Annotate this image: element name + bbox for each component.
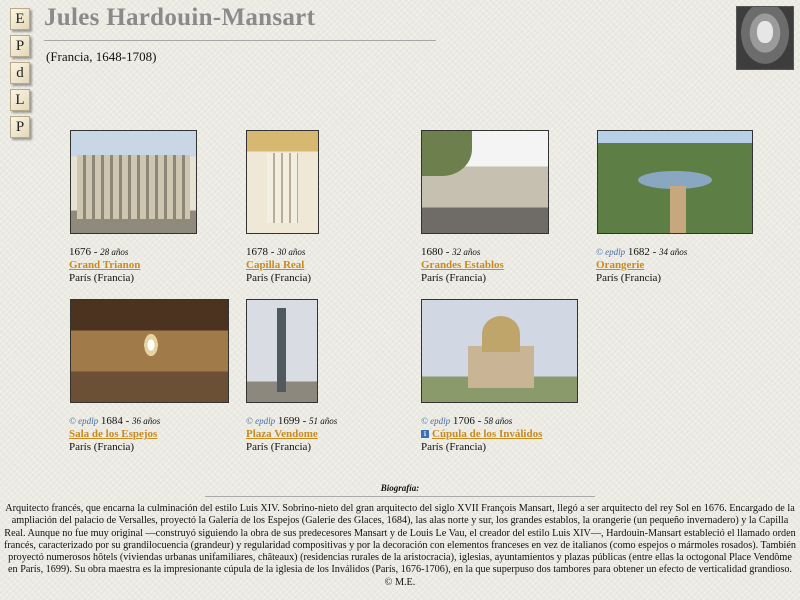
work-year: 1682	[627, 246, 650, 258]
work-caption: © epdlp 1706 - 58 años i Cúpula de los Inválidos París (Francia)	[421, 415, 543, 453]
work-link-grand-trianon[interactable]: Grand Trianon	[69, 259, 141, 271]
work-year: 1699	[277, 415, 300, 427]
work-thumbnail-sala-de-los-espejos[interactable]	[70, 299, 229, 403]
nav-tile-p[interactable]: P	[10, 35, 30, 57]
work-year: 1706	[452, 415, 475, 427]
work-age: 58 años	[484, 416, 513, 426]
biography-text: Arquitecto francés, que encarna la culminación del estilo Luis XIV. Sobrino-nieto del gran arquitecto del siglo XVII François Mansart, llegó a ser arquitecto del rey Sol en 1676. Encargado de la ampliación del palacio de Versalles, proyectó la Galería de los Espejos (Galerie des Glaces, 1684), las alas norte y sur, los grandes establos, la orangerie (un pequeño invernadero) y la Capilla Real. Aunque no fue muy original —construyó siguiendo la obra de sus predecesores Mansart y de Louis Le Vau, el creador del estilo Luis XIV—, Hardouin-Mansart estableció el llamado orden francés, caracterizado por su grandilocuencia (grandeur) y regularidad compositivas y por la decoración con elementos franceses en vez de italianos (como espejos o mármoles rosados). También proyectó numerosos hôtels (viviendas urbanas unifamiliares, châteaux) (residencias rurales de la aristocracia), iglesias, ayuntamientos y plazas públicas (entre ellas la octogonal Place Vendôme en París, 1699). Su obra maestra es la impresionante cúpula de la iglesia de los Inválidos (París, 1676-1706), en la que superpuso dos tambores para obtener un efecto de verticalidad grandioso. © M.E.	[4, 503, 796, 588]
work-caption: 1680 - 32 años Grandes Establos París (Francia)	[421, 246, 504, 284]
copyright-label: © epdlp	[246, 416, 276, 426]
work-link-capilla-real[interactable]: Capilla Real	[246, 259, 305, 271]
work-thumbnail-grandes-establos[interactable]	[421, 130, 549, 234]
work-thumbnail-plaza-vendome[interactable]	[246, 299, 318, 403]
info-icon[interactable]: i	[421, 430, 429, 438]
work-age: 30 años	[277, 247, 306, 257]
work-place: París (Francia)	[421, 272, 487, 284]
work-link-orangerie[interactable]: Orangerie	[596, 259, 645, 271]
biography-divider	[205, 496, 595, 497]
nav-tile-l[interactable]: L	[10, 89, 30, 111]
work-year: 1680	[421, 246, 443, 258]
work-thumbnail-orangerie[interactable]	[597, 130, 753, 234]
work-link-label: Cúpula de los Inválidos	[432, 428, 543, 440]
nav-tile-d[interactable]: d	[10, 62, 30, 84]
work-age: 32 años	[452, 247, 481, 257]
work-place: París (Francia)	[596, 272, 662, 284]
copyright-label: © epdlp	[69, 416, 99, 426]
copyright-label: © epdlp	[596, 247, 626, 257]
copyright-label: © epdlp	[421, 416, 451, 426]
work-age: 51 años	[309, 416, 338, 426]
work-place: París (Francia)	[69, 441, 135, 453]
work-age: 28 años	[100, 247, 129, 257]
work-caption: © epdlp 1682 - 34 años Orangerie París (Francia)	[596, 246, 688, 284]
work-caption: © epdlp 1699 - 51 años Plaza Vendome París (Francia)	[246, 415, 338, 453]
work-link-plaza-vendome[interactable]: Plaza Vendome	[246, 428, 318, 440]
work-place: París (Francia)	[421, 441, 487, 453]
nav-tile-p2[interactable]: P	[10, 116, 30, 138]
work-age: 36 años	[132, 416, 161, 426]
work-caption: 1676 - 28 años Grand Trianon París (Francia)	[69, 246, 141, 284]
work-thumbnail-grand-trianon[interactable]	[70, 130, 197, 234]
work-link-cupula-de-los-invalidos[interactable]	[421, 428, 542, 440]
work-place: París (Francia)	[246, 441, 312, 453]
work-year: 1684	[100, 415, 123, 427]
work-thumbnail-cupula-de-los-invalidos[interactable]	[421, 299, 578, 403]
work-year: 1678	[246, 246, 268, 258]
biography-heading: Biografía:	[380, 483, 420, 493]
work-caption: © epdlp 1684 - 36 años Sala de los Espejos París (Francia)	[69, 415, 161, 453]
architect-portrait	[736, 6, 794, 70]
work-place: París (Francia)	[246, 272, 312, 284]
page-subtitle: (Francia, 1648-1708)	[46, 49, 157, 64]
work-year: 1676	[69, 246, 91, 258]
work-link-sala-de-los-espejos[interactable]: Sala de los Espejos	[69, 428, 158, 440]
work-caption: 1678 - 30 años Capilla Real París (Francia)	[246, 246, 312, 284]
side-nav	[10, 8, 32, 143]
work-thumbnail-capilla-real[interactable]	[246, 130, 319, 234]
work-place: París (Francia)	[69, 272, 135, 284]
work-age: 34 años	[659, 247, 688, 257]
work-link-grandes-establos[interactable]: Grandes Establos	[421, 259, 504, 271]
page-title: Jules Hardouin-Mansart	[44, 4, 316, 31]
title-divider	[44, 40, 436, 41]
nav-tile-e[interactable]: E	[10, 8, 30, 30]
